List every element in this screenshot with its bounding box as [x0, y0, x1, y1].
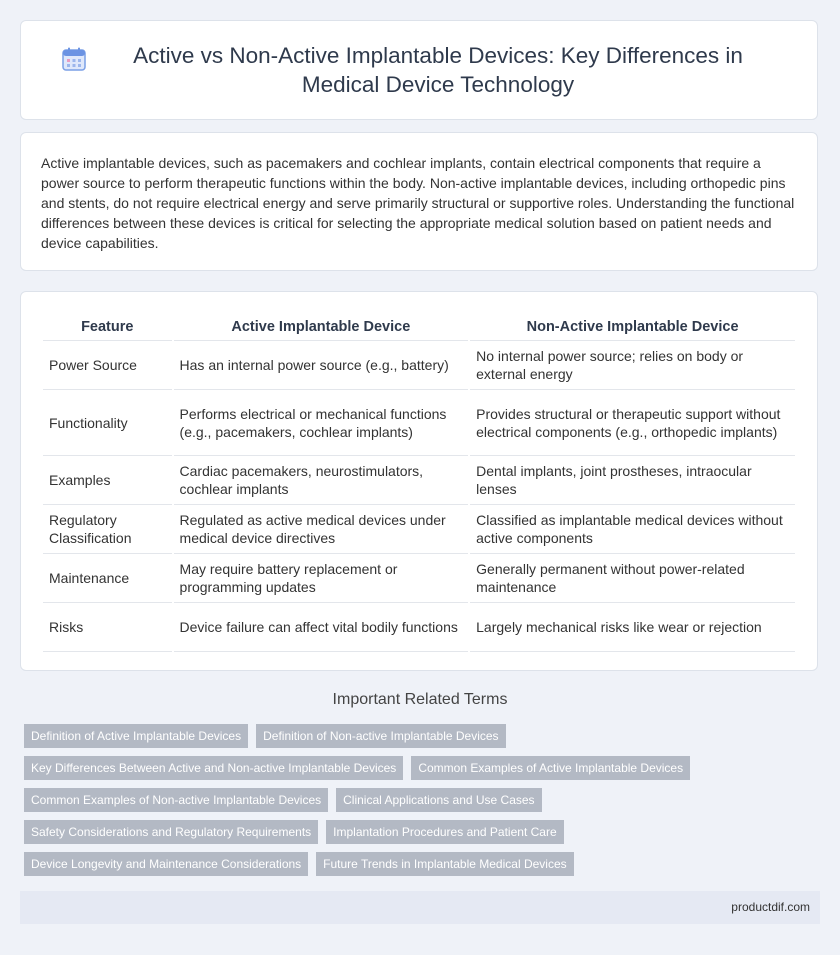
related-term-tag[interactable]: Key Differences Between Active and Non-active Implantable Devices	[24, 756, 403, 780]
intro-card	[20, 132, 818, 271]
related-term-tag[interactable]: Safety Considerations and Regulatory Requirements	[24, 820, 318, 844]
cell-feature: Functionality	[43, 390, 172, 456]
header-non-active: Non-Active Implantable Device	[470, 312, 795, 341]
cell-non-active: Dental implants, joint prostheses, intraocular lenses	[470, 456, 795, 505]
related-term-tag[interactable]: Future Trends in Implantable Medical Devices	[316, 852, 573, 876]
related-terms-list	[24, 724, 804, 884]
tag-row	[24, 788, 804, 812]
related-term-tag[interactable]: Common Examples of Non-active Implantable Devices	[24, 788, 328, 812]
related-term-tag[interactable]: Common Examples of Active Implantable Devices	[411, 756, 690, 780]
table-row	[43, 505, 795, 554]
footer	[20, 891, 820, 924]
header-card	[20, 20, 818, 120]
cell-active: May require battery replacement or programming updates	[174, 554, 469, 603]
tag-row	[24, 820, 804, 844]
intro-paragraph: Active implantable devices, such as pacemakers and cochlear implants, contain electrical components that require a power source to perform therapeutic functions within the body. Non-active implantable devices, including orthopedic pins and stents, do not require electrical energy and serve primarily structural or supportive roles. Understanding the functional differences between these devices is critical for selecting the appropriate medical solution based on patient needs and device capabilities.	[41, 155, 795, 251]
table-row	[43, 554, 795, 603]
cell-non-active: Provides structural or therapeutic support without electrical components (e.g., orthopedic implants)	[470, 390, 795, 456]
tag-row	[24, 852, 804, 876]
table-row	[43, 456, 795, 505]
cell-non-active: Generally permanent without power-related maintenance	[470, 554, 795, 603]
title-wrap	[39, 41, 799, 99]
comparison-card	[20, 291, 818, 671]
page-title: Active vs Non-Active Implantable Devices: Key Differences in Medical Device Technology	[133, 43, 743, 97]
cell-feature: Power Source	[43, 341, 172, 390]
table-row	[43, 390, 795, 456]
cell-feature: Risks	[43, 603, 172, 652]
table-row	[43, 341, 795, 390]
tag-row	[24, 756, 804, 780]
comparison-table	[41, 312, 797, 652]
table-header-row	[43, 312, 795, 341]
tag-row	[24, 724, 804, 748]
cell-non-active: No internal power source; relies on body or external energy	[470, 341, 795, 390]
cell-feature: Regulatory Classification	[43, 505, 172, 554]
cell-feature: Maintenance	[43, 554, 172, 603]
header-feature: Feature	[43, 312, 172, 341]
cell-active: Device failure can affect vital bodily functions	[174, 603, 469, 652]
cell-feature: Examples	[43, 456, 172, 505]
table-row	[43, 603, 795, 652]
related-term-tag[interactable]: Clinical Applications and Use Cases	[336, 788, 541, 812]
related-term-tag[interactable]: Definition of Active Implantable Devices	[24, 724, 248, 748]
footer-site-link[interactable]: productdif.com	[731, 900, 810, 914]
cell-non-active: Classified as implantable medical devices without active components	[470, 505, 795, 554]
header-active: Active Implantable Device	[174, 312, 469, 341]
related-term-tag[interactable]: Definition of Non-active Implantable Devices	[256, 724, 505, 748]
cell-active: Performs electrical or mechanical functions (e.g., pacemakers, cochlear implants)	[174, 390, 469, 456]
cell-non-active: Largely mechanical risks like wear or rejection	[470, 603, 795, 652]
related-terms-title: Important Related Terms	[332, 691, 508, 708]
related-term-tag[interactable]: Device Longevity and Maintenance Considerations	[24, 852, 308, 876]
cell-active: Cardiac pacemakers, neurostimulators, cochlear implants	[174, 456, 469, 505]
related-term-tag[interactable]: Implantation Procedures and Patient Care	[326, 820, 563, 844]
cell-active: Has an internal power source (e.g., battery)	[174, 341, 469, 390]
calendar-icon	[60, 45, 88, 73]
cell-active: Regulated as active medical devices under medical device directives	[174, 505, 469, 554]
